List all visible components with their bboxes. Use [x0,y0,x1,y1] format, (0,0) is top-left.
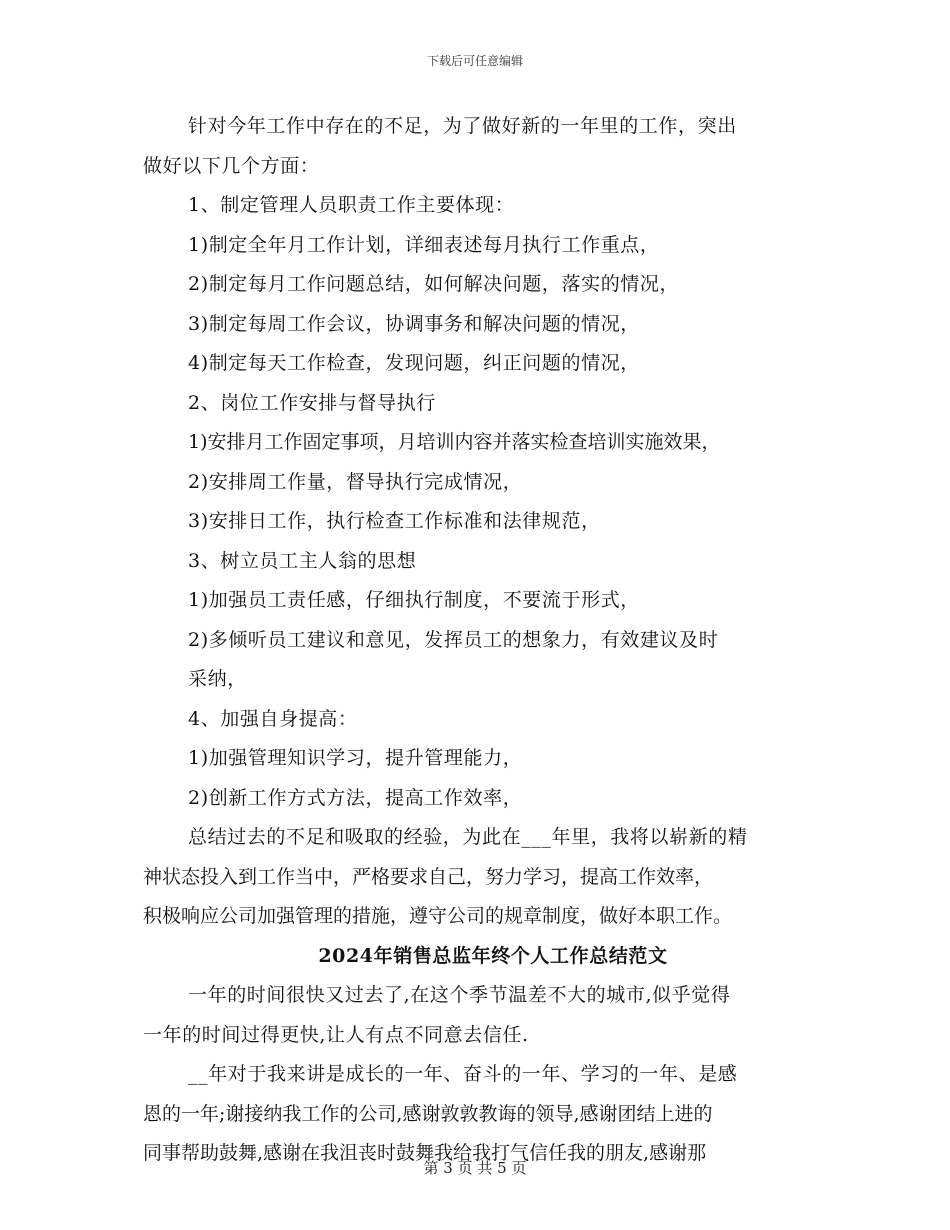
list-item: 2)制定每月工作问题总结，如何解决问题，落实的情况， [188,273,680,295]
paragraph-line: 一年的时间过得更快,让人有点不同意去信任. [143,1023,529,1046]
list-item: 3)安排日工作，执行检查工作标准和法律规范， [188,510,601,532]
list-item: 3)制定每周工作会议，协调事务和解决问题的情况， [188,312,640,335]
paragraph-line: 针对今年工作中存在的不足，为了做好新的一年里的工作，突出 [188,115,737,137]
document-body [143,107,813,1174]
paragraph-line: 同事帮助鼓舞,感谢在我沮丧时鼓舞我给我打气信任我的朋友,感谢那 [143,1142,707,1164]
list-item: 2)创新工作方式方法，提高工作效率， [188,786,523,809]
list-item: 1)加强管理知识学习，提升管理能力， [188,747,523,769]
paragraph-line: __年对于我来讲是成长的一年、奋斗的一年、学习的一年、是感 [188,1063,738,1085]
paragraph-line: 神状态投入到工作当中，严格要求自己，努力学习，提高工作效率， [143,865,714,888]
paragraph-line: 总结过去的不足和吸取的经验，为此在___年里，我将以崭新的精 [188,826,748,848]
list-item: 2)多倾听员工建议和意见，发挥员工的想象力，有效建议及时 [188,628,719,651]
section-heading: 4、加强自身提高： [188,707,358,730]
paragraph-line: 积极响应公司加强管理的措施，遵守公司的规章制度，做好本职工作。 [143,905,733,927]
paragraph-line: 恩的一年;谢接纳我工作的公司,感谢敦敦教诲的领导,感谢团结上进的 [143,1102,713,1125]
section-heading: 2、岗位工作安排与督导执行 [188,391,436,414]
article-title: 2024年销售总监年终个人工作总结范文 [318,944,668,967]
page-footer: 第 3 页 共 5 页 [423,1159,527,1177]
list-item: 1)制定全年月工作计划，详细表述每月执行工作重点， [188,233,660,256]
paragraph-line: 做好以下几个方面： [143,154,320,177]
section-heading: 3、树立员工主人翁的思想 [188,549,417,572]
page-header: 下载后可任意编辑 [426,54,523,68]
section-heading: 1、制定管理人员职责工作主要体现： [188,194,515,216]
paragraph-line: 一年的时间很快又过去了,在这个季节温差不大的城市,似乎觉得 [188,984,731,1006]
list-item-continuation: 采纳， [188,668,247,690]
list-item: 1)安排月工作固定事项，月培训内容并落实检查培训实施效果， [188,431,721,453]
list-item: 2)安排周工作量，督导执行完成情况， [188,470,523,493]
list-item: 4)制定每天工作检查，发现问题，纠正问题的情况， [188,352,640,374]
list-item: 1)加强员工责任感，仔细执行制度，不要流于形式， [188,589,640,611]
